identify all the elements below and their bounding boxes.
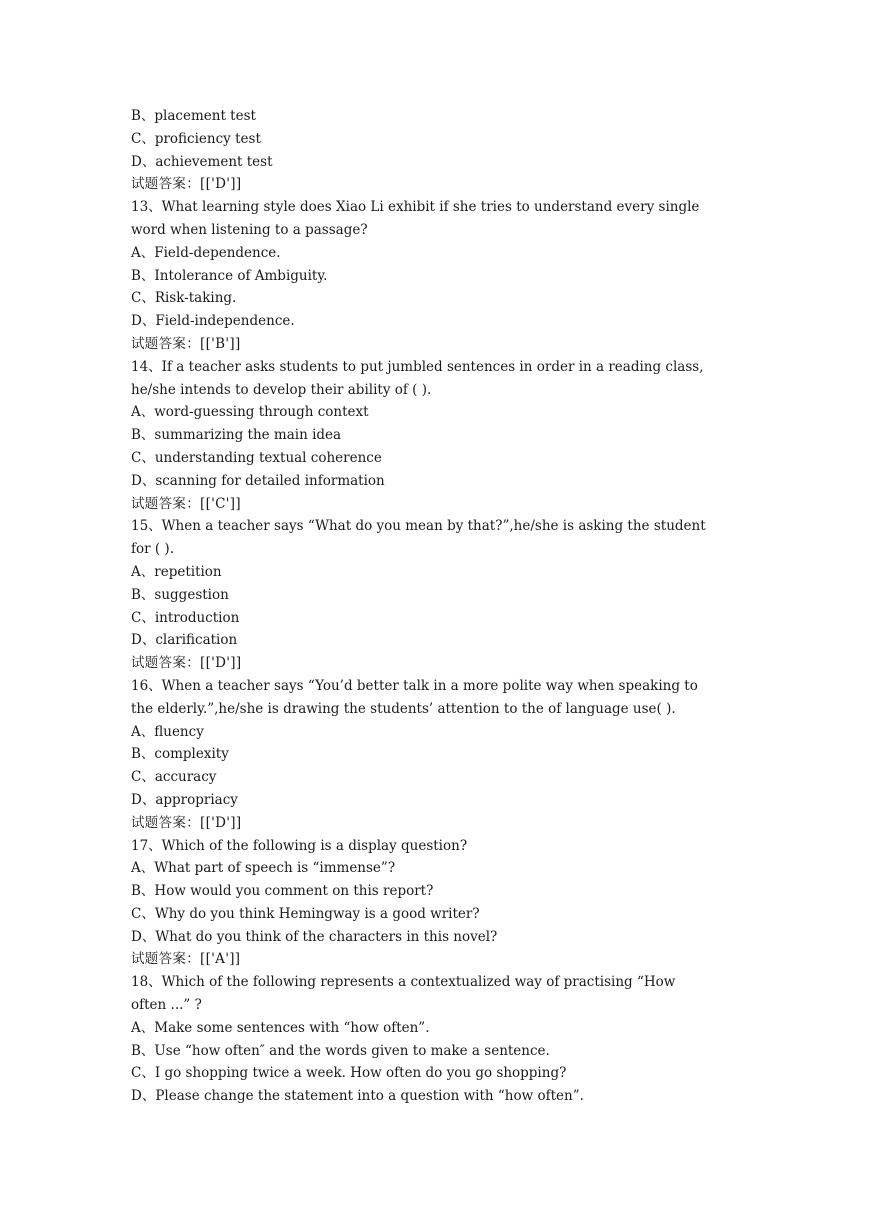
answer-q16: 试题答案：[['D']] <box>131 814 242 831</box>
question-13-line-2: word when listening to a passage? <box>131 221 368 238</box>
option-b-q18: B、Use “how often″ and the words given to make a sentence. <box>131 1042 550 1059</box>
answer-q14: 试题答案：[['C']] <box>131 495 241 512</box>
option-b-q17: B、How would you comment on this report? <box>131 883 434 900</box>
question-13-line-1: 13、What learning style does Xiao Li exhibit if she tries to understand every single <box>131 199 700 216</box>
question-18-line-1: 18、Which of the following represents a contextualized way of practising “How <box>131 974 676 991</box>
option-a-q13: A、Field-dependence. <box>131 244 281 261</box>
option-b-q12: B、placement test <box>131 108 256 124</box>
option-c-q12: C、proficiency test <box>131 130 261 147</box>
option-d-q17: D、What do you think of the characters in this novel? <box>131 928 498 945</box>
document-page <box>131 105 751 1108</box>
answer-q12: 试题答案：[['D']] <box>131 176 242 193</box>
option-a-q15: A、repetition <box>131 563 222 580</box>
option-d-q15: D、clarification <box>131 632 238 649</box>
answer-q17: 试题答案：[['A']] <box>131 951 241 968</box>
option-c-q13: C、Risk-taking. <box>131 290 237 307</box>
question-14-line-1: 14、If a teacher asks students to put jumbled sentences in order in a reading class, <box>131 358 704 375</box>
option-d-q14: D、scanning for detailed information <box>131 472 385 489</box>
option-d-q18: D、Please change the statement into a question with “how often”. <box>131 1088 584 1105</box>
option-d-q13: D、Field-independence. <box>131 313 295 330</box>
option-b-q16: B、complexity <box>131 746 229 763</box>
option-b-q13: B、Intolerance of Ambiguity. <box>131 267 328 284</box>
option-c-q15: C、introduction <box>131 609 240 626</box>
option-a-q16: A、fluency <box>131 723 204 740</box>
option-c-q16: C、accuracy <box>131 769 217 786</box>
option-a-q17: A、What part of speech is “immense”? <box>131 860 396 877</box>
option-c-q18: C、I go shopping twice a week. How often do you go shopping? <box>131 1065 567 1082</box>
option-d-q16: D、appropriacy <box>131 791 238 808</box>
option-b-q14: B、summarizing the main idea <box>131 427 342 444</box>
answer-q15: 试题答案：[['D']] <box>131 655 242 672</box>
question-16-line-1: 16、When a teacher says “You’d better talk in a more polite way when speaking to <box>131 677 698 694</box>
option-b-q15: B、suggestion <box>131 586 229 603</box>
option-d-q12: D、achievement test <box>131 153 273 170</box>
option-c-q14: C、understanding textual coherence <box>131 449 382 466</box>
question-15-line-1: 15、When a teacher says “What do you mean by that?”,he/she is asking the student <box>131 518 706 535</box>
question-15-line-2: for ( ). <box>131 541 174 558</box>
question-17: 17、Which of the following is a display question? <box>131 837 468 854</box>
option-a-q18: A、Make some sentences with “how often”. <box>131 1019 430 1036</box>
question-16-line-2: the elderly.”,he/she is drawing the students’ attention to the of language use( ). <box>131 700 676 717</box>
question-18-line-2: often ...” ? <box>131 997 202 1014</box>
answer-q13: 试题答案：[['B']] <box>131 335 241 352</box>
option-a-q14: A、word-guessing through context <box>131 404 369 421</box>
option-c-q17: C、Why do you think Hemingway is a good writer? <box>131 905 480 922</box>
question-14-line-2: he/she intends to develop their ability of ( ). <box>131 381 432 398</box>
